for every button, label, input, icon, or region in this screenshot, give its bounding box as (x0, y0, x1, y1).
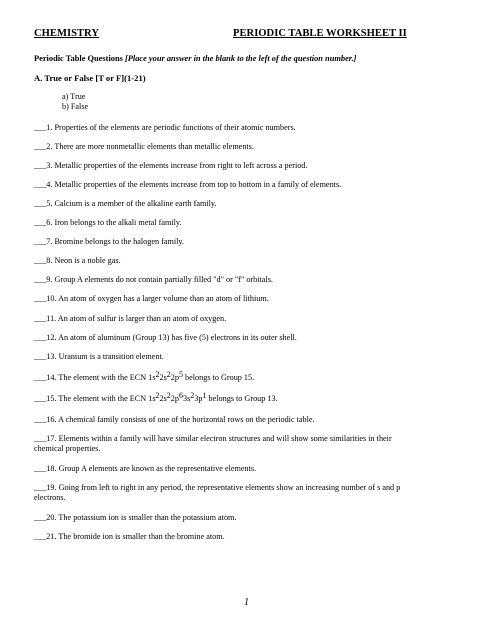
question-14 (34, 370, 255, 383)
q15-suffix: belongs to Group 13. (206, 394, 278, 403)
q15-prefix: ___15. The element with the ECN 1s (34, 394, 156, 403)
q14-suffix: belongs to Group 15. (182, 373, 255, 382)
header-subject: CHEMISTRY (34, 28, 99, 39)
q14-superscript: 2 (166, 370, 171, 379)
section-a-title: A. True or False [T or F](1-21) (34, 73, 146, 83)
question-21: ___21. The bromide ion is smaller than the bromine atom. (34, 532, 225, 541)
q15-superscript: 6 (178, 391, 183, 400)
question-17-line-2: chemical properties. (34, 444, 101, 453)
question-9: ___9. Group A elements do not contain partially filled "d" or "f" orbitals. (34, 275, 273, 284)
q15-orbital: 3p (194, 394, 203, 403)
q15-orbital: 3s (182, 394, 191, 403)
option-true: a) True (62, 92, 86, 101)
q15-orbital: 2s (159, 394, 167, 403)
q15-superscript: 2 (155, 391, 160, 400)
question-4: ___4. Metallic properties of the elements increase from top to bottom in a family of elements. (34, 180, 342, 189)
question-16: ___16. A chemical family consists of one of the horizontal rows on the periodic table. (34, 415, 315, 424)
option-false: b) False (62, 102, 89, 111)
question-1: ___1. Properties of the elements are periodic functions of their atomic numbers. (34, 123, 296, 132)
question-7: ___7. Bromine belongs to the halogen family. (34, 237, 185, 246)
question-13: ___13. Uranium is a transition element. (34, 352, 164, 361)
q15-superscript: 1 (202, 391, 207, 400)
q15-orbital: 2p (170, 394, 179, 403)
question-15 (34, 391, 278, 404)
question-20: ___20. The potassium ion is smaller than the potassium atom. (34, 513, 237, 522)
question-19-line-2: electrons. (34, 493, 66, 502)
question-6: ___6. Iron belongs to the alkali metal family. (34, 218, 182, 227)
question-5: ___5. Calcium is a member of the alkaline earth family. (34, 199, 217, 208)
question-19-line-1: ___19. Going from left to right in any period, the representative elements show an increasing number of s and p (34, 483, 401, 492)
question-3: ___3. Metallic properties of the elements increase from right to left across a period. (34, 161, 308, 170)
q14-superscript: 2 (155, 370, 160, 379)
q15-superscript: 2 (190, 391, 195, 400)
question-11: ___11. An atom of sulfur is larger than an atom of oxygen. (34, 314, 227, 323)
question-12: ___12. An atom of aluminum (Group 13) has five (5) electrons in its outer shell. (34, 333, 297, 342)
question-17-line-1: ___17. Elements within a family will have similar electron structures and will show some similarities in their (34, 434, 392, 443)
q14-orbital: 2s (159, 373, 167, 382)
question-10: ___10. An atom of oxygen has a larger volume than an atom of lithium. (34, 294, 269, 303)
page-number: 1 (244, 597, 249, 608)
q14-prefix: ___14. The element with the ECN 1s (34, 373, 156, 382)
q14-orbital: 2p (170, 373, 179, 382)
q15-superscript: 2 (166, 391, 171, 400)
instructions-bold: Periodic Table Questions (34, 54, 125, 63)
header-title: PERIODIC TABLE WORKSHEET II (233, 28, 407, 39)
question-2: ___2. There are more nonmetallic elements than metallic elements. (34, 142, 254, 151)
instructions-italic: [Place your answer in the blank to the left of the question number.] (124, 54, 357, 63)
instructions (34, 54, 356, 63)
q14-superscript: 5 (178, 370, 183, 379)
question-18: ___18. Group A elements are known as the representative elements. (34, 464, 257, 473)
question-8: ___8. Neon is a noble gas. (34, 256, 121, 265)
